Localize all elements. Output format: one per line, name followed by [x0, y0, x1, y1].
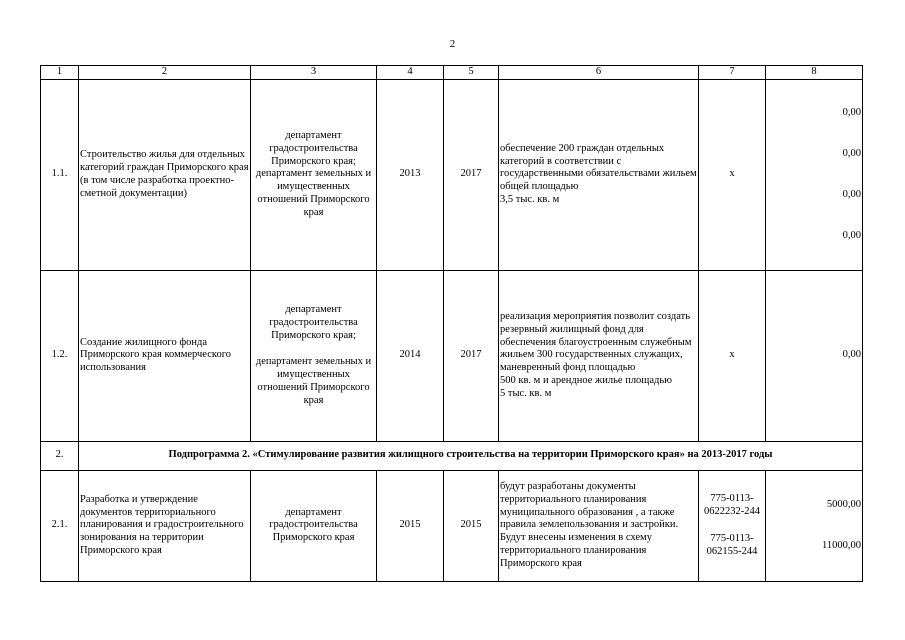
result-text: обеспечение 200 граждан отдельных категорий в соответствии с государственными обязательствами жильем общей площадью [500, 142, 697, 193]
amount-value: 5000,00 [826, 499, 861, 510]
amount-value: 0,00 [842, 229, 861, 241]
table-row [41, 270, 863, 441]
budget-code-line: 062155-244 [706, 545, 758, 557]
amount-value: 0,00 [766, 270, 863, 441]
executor-text: департамент градостроительства Приморского края; [269, 130, 358, 167]
header-cell: 4 [377, 66, 444, 80]
budget-code: х [699, 270, 766, 441]
table-row [41, 470, 863, 581]
executor-text: департамент градостроительства Приморского края [251, 470, 377, 581]
subprogram-title: Подпрограмма 2. «Стимулирование развития жилищного строительства на территории Приморского края» на 2013-2017 годы [79, 441, 863, 470]
start-year: 2015 [377, 470, 444, 581]
budget-code-line: 775-0113- [710, 493, 754, 505]
header-cell: 1 [41, 66, 79, 80]
header-cell: 2 [79, 66, 251, 80]
result-text: 500 кв. м и арендное жилье площадью [500, 374, 673, 386]
amount-value: 0,00 [842, 188, 861, 200]
measure-name: Создание жилищного фонда Приморского края коммерческого использования [79, 270, 251, 441]
header-row [41, 66, 863, 80]
measure-name: Строительство жилья для отдельных категорий граждан Приморского края (в том числе разработка проектно-сметной документации) [79, 79, 251, 270]
budget-code-line: 0622232-244 [704, 506, 760, 517]
result-text: будут разработаны документы территориального планирования муниципального образования , а также правила землепользования и застройки. Будут внесены изменения в схему территориального планирования Приморского края [499, 470, 699, 581]
end-year: 2015 [444, 470, 499, 581]
executor-text: департамент градостроительства Приморского края; [269, 304, 358, 341]
budget-code: х [699, 79, 766, 270]
subprogram-row [41, 441, 863, 470]
result-cell [499, 79, 699, 270]
executor-cell [251, 79, 377, 270]
program-table [40, 65, 863, 582]
table-row [41, 79, 863, 270]
end-year: 2017 [444, 270, 499, 441]
page-number: 2 [449, 38, 456, 50]
header-cell: 3 [251, 66, 377, 80]
start-year: 2014 [377, 270, 444, 441]
amount-cell [766, 79, 863, 270]
measure-name: Разработка и утверждение документов территориального планирования и градостроительного зонирования на территории Приморского края [79, 470, 251, 581]
row-number: 2.1. [41, 470, 79, 581]
header-cell: 6 [499, 66, 699, 80]
header-cell: 7 [699, 66, 766, 80]
executor-text: департамент земельных и имущественных отношений Приморского края [255, 356, 372, 406]
executor-cell [251, 270, 377, 441]
amount-value: 0,00 [842, 107, 861, 119]
row-number: 1.1. [41, 79, 79, 270]
start-year: 2013 [377, 79, 444, 270]
result-text: 3,5 тыс. кв. м [500, 193, 560, 205]
row-number: 1.2. [41, 270, 79, 441]
header-cell: 8 [766, 66, 863, 80]
header-cell: 5 [444, 66, 499, 80]
amount-value: 11000,00 [822, 539, 861, 551]
result-text: 5 тыс. кв. м [500, 387, 552, 399]
result-cell [499, 270, 699, 441]
row-number: 2. [41, 441, 79, 470]
end-year: 2017 [444, 79, 499, 270]
executor-text: департамент земельных и имущественных отношений Приморского края [255, 168, 372, 218]
amount-cell [766, 470, 863, 581]
amount-value: 0,00 [842, 148, 861, 159]
budget-code-line: 775-0113- [710, 532, 754, 544]
result-text: реализация мероприятия позволит создать резервный жилищный фонд для обеспечения благоустроенным служебным жильем 300 государственных служащих, маневренный фонд площадью [500, 311, 692, 374]
budget-code [699, 470, 766, 581]
